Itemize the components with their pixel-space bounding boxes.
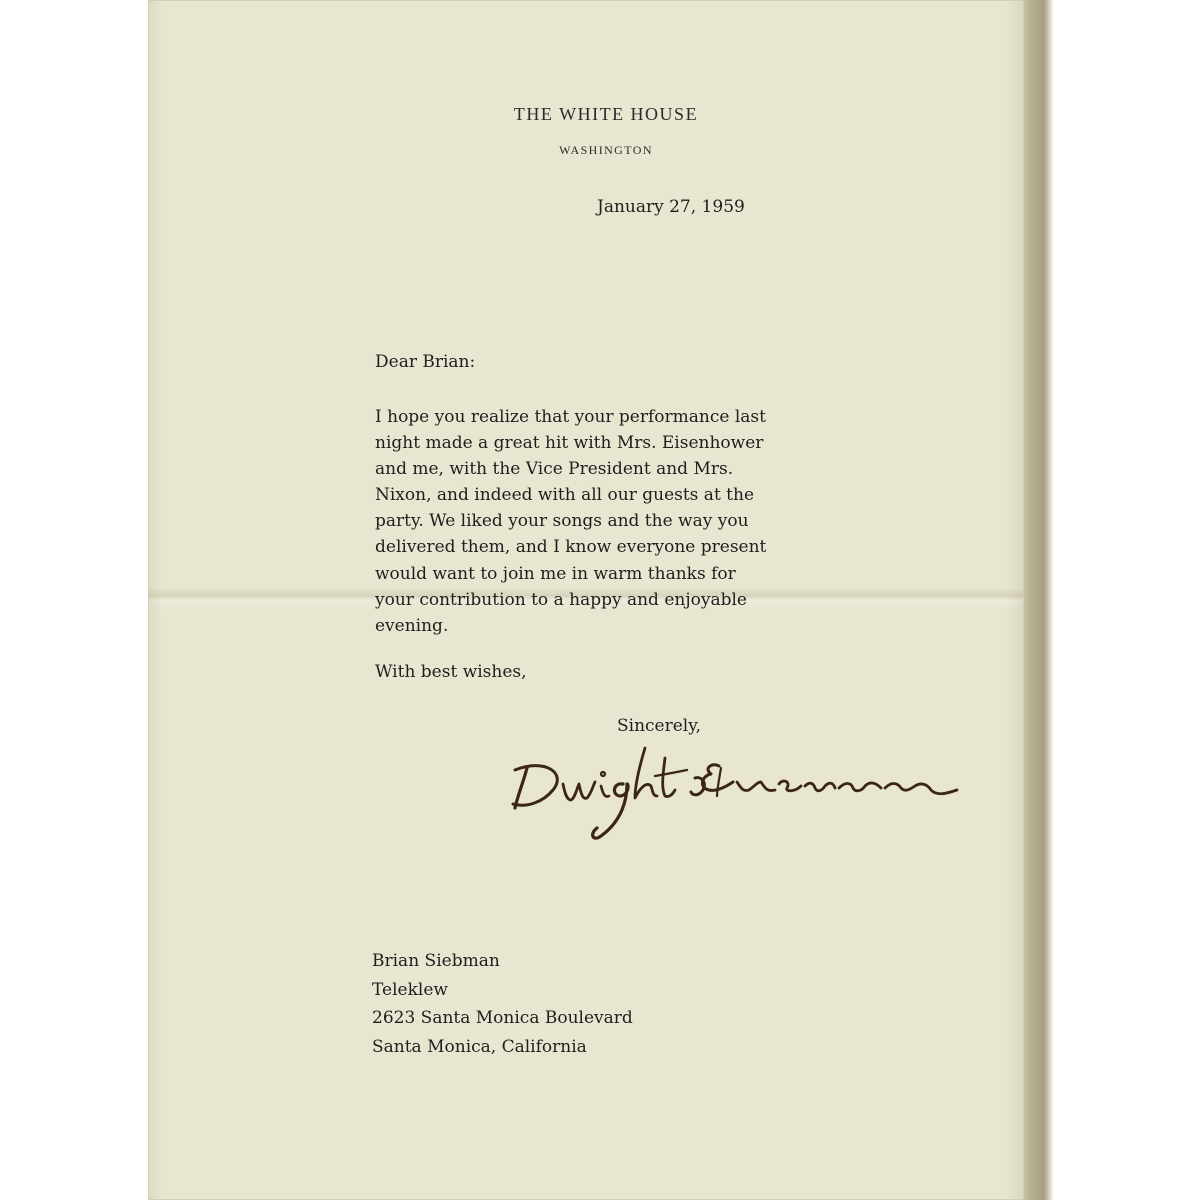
body-line: and me, with the Vice President and Mrs. [375,459,734,480]
address-line: Brian Siebman [372,951,500,971]
letterhead-subtitle: WASHINGTON [559,143,653,157]
sign-off: Sincerely, [617,716,701,736]
address-line: 2623 Santa Monica Boulevard [372,1008,633,1028]
body-line: I hope you realize that your performance last [375,407,766,427]
body-line: Nixon, and indeed with all our guests at the [375,485,755,506]
paper-edge-shadow [1024,0,1054,1200]
body-line: would want to join me in warm thanks for [375,563,736,584]
closing-line: With best wishes, [375,662,527,682]
letter-date: January 27, 1959 [597,197,745,217]
letterhead-title: THE WHITE HOUSE [513,104,699,124]
body-line: your contribution to a happy and enjoyable [375,589,747,610]
body-line: night made a great hit with Mrs. Eisenhower [375,433,764,454]
letter-body [375,404,766,639]
address-line: Santa Monica, California [372,1036,587,1057]
address-line: Teleklew [372,979,448,1000]
salutation: Dear Brian: [375,352,476,372]
handwritten-signature [505,738,975,848]
body-line: evening. [375,615,449,636]
body-line: party. We liked your songs and the way you [375,511,749,532]
body-line: delivered them, and I know everyone present [375,537,767,558]
recipient-address [372,947,633,1061]
